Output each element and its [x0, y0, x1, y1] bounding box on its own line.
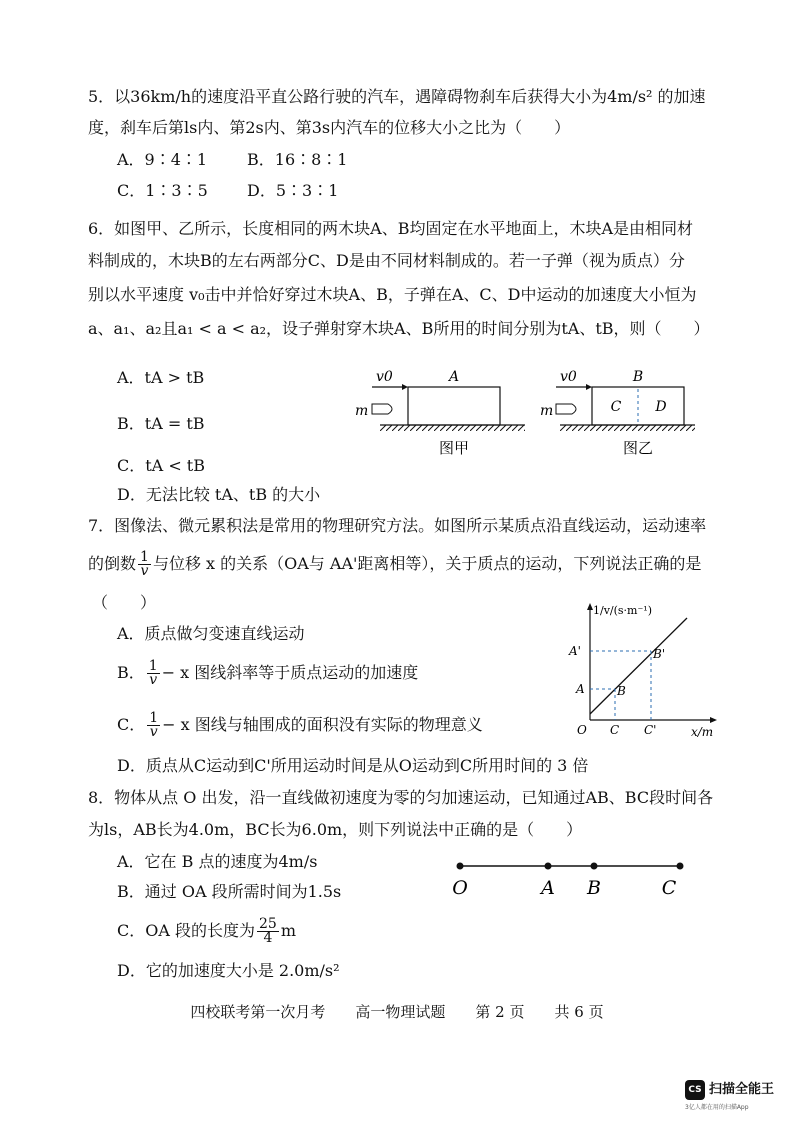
q6-stem-line2: 料制成的，木块B的左右两部分C、D是由不同材料制成的。若一子弹（视为质点）分	[88, 251, 685, 270]
q6-option-a: A．tA > tB	[117, 368, 205, 387]
option-c-text: − x 图线与轴围成的面积没有实际的物理意义	[162, 715, 483, 734]
q7-option-b	[117, 660, 418, 687]
figure-jia	[355, 369, 525, 457]
c-label: C	[610, 723, 620, 737]
option-b-text: − x 图线斜率等于质点运动的加速度	[161, 663, 419, 682]
q7-stem-line1: 7．图像法、微元累积法是常用的物理研究方法。如图所示某质点沿直线运动，运动速率	[88, 516, 707, 535]
ground-hatch	[560, 425, 695, 431]
option-c-letter: C．	[117, 715, 146, 734]
frac-numerator: 1	[148, 658, 158, 674]
v0-label: v0	[560, 369, 577, 385]
point-c-label: C	[661, 877, 677, 899]
q7-stem-line2	[88, 551, 701, 578]
q5-option-d: D．5∶3∶1	[247, 181, 339, 200]
watermark-name: 扫描全能王	[709, 1082, 775, 1097]
point-a-label: A	[541, 877, 555, 899]
page-footer: 四校联考第一次月考 高一物理试题 第 2 页 共 6 页	[190, 1003, 604, 1021]
y-axis-label: 1/v/(s·m⁻¹)	[593, 604, 652, 617]
q7-stem-text-b: 与位移 x 的关系（OA与 AA'距离相等），关于质点的运动，下列说法正确的是	[152, 554, 702, 573]
q6-stem-line1: 6．如图甲、乙所示，长度相同的两木块A、B均固定在水平地面上，木块A是由相同材	[88, 219, 694, 238]
frac-denominator: v	[140, 563, 149, 579]
q8-stem-line2: 为ls，AB长为4.0m，BC长为6.0m，则下列说法中正确的是（ ）	[88, 820, 583, 839]
frac-numerator: 25	[259, 916, 277, 932]
block-b-label: B	[632, 369, 644, 385]
block-a-label: A	[448, 369, 460, 385]
q6-figure-blocks	[350, 365, 700, 465]
frac-denominator: v	[149, 724, 158, 740]
q6-option-c: C．tA < tB	[117, 456, 205, 475]
q5-option-b: B．16∶8∶1	[247, 150, 348, 169]
q8-option-b: B．通过 OA 段所需时间为1.5s	[117, 882, 342, 901]
q8-figure-line	[440, 852, 700, 902]
bullet-icon	[372, 404, 392, 414]
q8-stem-line1: 8．物体从点 O 出发，沿一直线做初速度为零的匀加速运动，已知通过AB、BC段时间各	[88, 788, 714, 807]
arrow-head-icon	[402, 384, 408, 390]
option-c-unit: m	[280, 921, 297, 940]
b-label: B	[617, 684, 626, 698]
a-label: A	[576, 682, 585, 696]
frac-numerator: 1	[149, 710, 159, 726]
mass-label: m	[355, 403, 369, 419]
q7-option-d: D．质点从C运动到C'所用运动时间是从O运动到C所用时间的 3 倍	[117, 756, 589, 775]
option-b-letter: B．	[117, 663, 145, 682]
point-o-dot	[457, 863, 464, 870]
bp-label: B'	[653, 647, 666, 661]
watermark-subtitle: 3亿人都在用的扫描App	[685, 1104, 749, 1111]
q5-option-a: A．9∶4∶1	[117, 150, 208, 169]
caption-jia: 图甲	[438, 439, 470, 457]
camscanner-logo-icon: CS	[685, 1080, 705, 1100]
q7-option-c	[117, 712, 483, 739]
v0-label: v0	[376, 369, 393, 385]
q5-option-c: C．1∶3∶5	[117, 181, 208, 200]
point-b-dot	[591, 863, 598, 870]
option-c-fraction	[257, 918, 279, 945]
ap-label: A'	[569, 644, 581, 658]
q5-stem-line1: 5．以36km/h的速度沿平直公路行驶的汽车，遇障碍物刹车后获得大小为4m/s² 的加速	[88, 87, 706, 106]
q6-stem-line3: 别以水平速度 v₀击中并恰好穿过木块A、B，子弹在A、C、D中运动的加速度大小恒为	[88, 285, 697, 304]
q6-stem-line4: a、a₁、a₂且a₁ < a < a₂，设子弹射穿木块A、B所用的时间分别为tA、tB，则（ ）	[88, 319, 710, 338]
q8-option-a: A．它在 B 点的速度为4m/s	[117, 852, 318, 871]
ground-hatch	[380, 425, 525, 431]
frac-denominator: v	[149, 672, 158, 688]
option-c-text: C．OA 段的长度为	[117, 921, 256, 940]
scanner-watermark	[685, 1080, 785, 1116]
point-o-label: O	[452, 877, 468, 899]
q5-stem-line2: 度，刹车后第ls内、第2s内、第3s内汽车的位移大小之比为（ ）	[88, 118, 571, 137]
arrow-head-icon	[586, 384, 592, 390]
option-c-fraction	[147, 712, 160, 739]
cp-label: C'	[644, 723, 657, 737]
point-b-label: B	[587, 877, 601, 899]
caption-yi: 图乙	[622, 439, 654, 457]
q7-reciprocal-fraction	[138, 551, 151, 578]
q7-graph	[565, 598, 725, 743]
part-c-label: C	[610, 399, 622, 415]
x-axis-label: x/m	[691, 725, 714, 739]
graph-line	[590, 618, 687, 714]
q7-stem-text-a: 的倒数	[88, 554, 137, 573]
x-axis-arrow-icon	[710, 717, 717, 723]
bullet-icon	[556, 404, 576, 414]
q7-stem-line3: （ ）	[92, 593, 157, 612]
point-c-dot	[677, 863, 684, 870]
option-b-fraction	[147, 660, 160, 687]
part-d-label: D	[655, 399, 667, 415]
block-a	[408, 387, 500, 425]
q6-option-b: B．tA = tB	[117, 414, 205, 433]
mass-label: m	[540, 403, 554, 419]
q8-option-d: D．它的加速度大小是 2.0m/s²	[117, 961, 340, 980]
origin-label: O	[577, 723, 587, 737]
figure-yi	[540, 369, 695, 457]
q8-option-c	[117, 918, 296, 945]
q6-option-d: D．无法比较 tA、tB 的大小	[117, 485, 321, 504]
frac-denominator: 4	[263, 930, 273, 946]
point-a-dot	[545, 863, 552, 870]
frac-numerator: 1	[140, 549, 149, 565]
q7-option-a: A．质点做匀变速直线运动	[117, 624, 305, 643]
